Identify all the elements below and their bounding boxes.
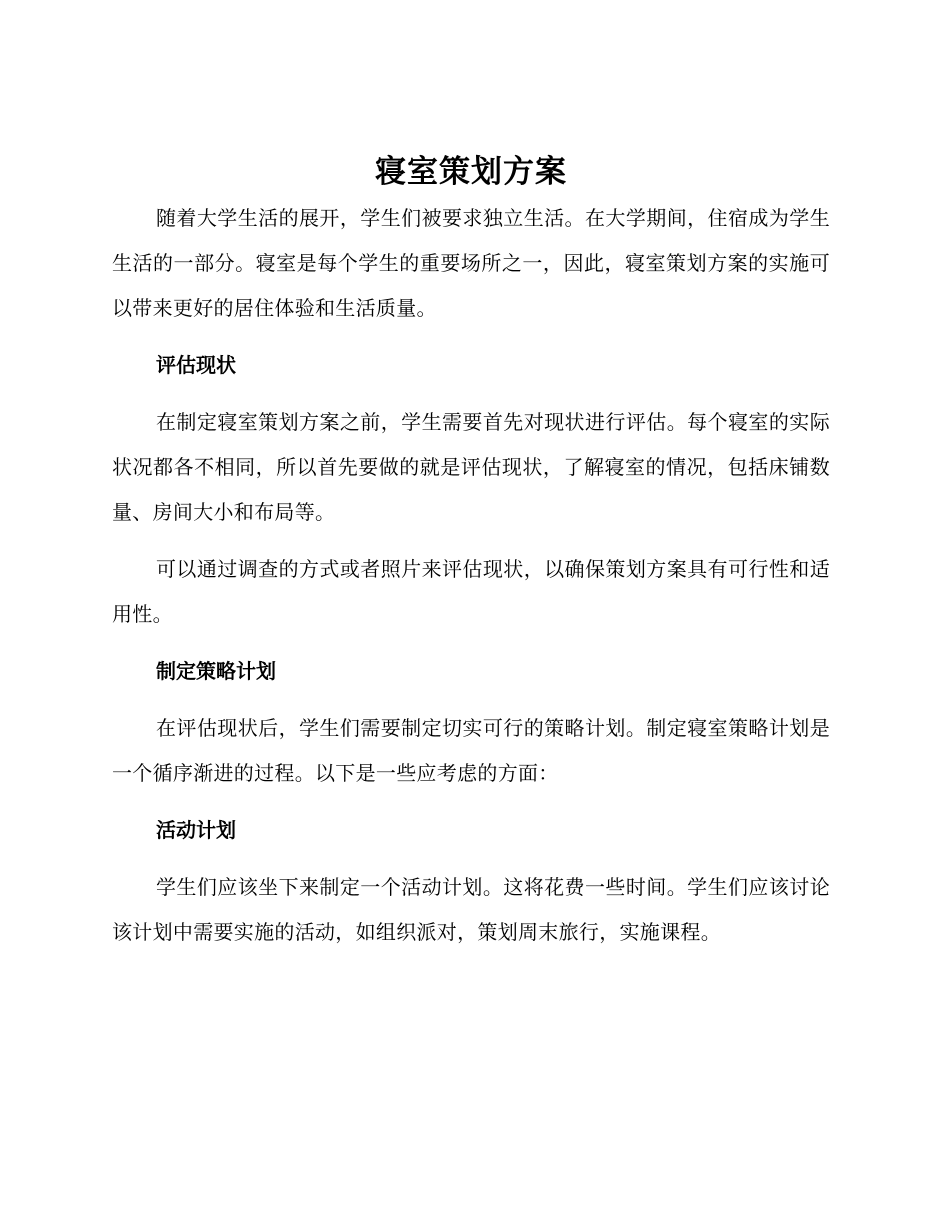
section-activities	[112, 808, 830, 955]
section-paragraph: 在评估现状后，学生们需要制定切实可行的策略计划。制定寝室策略计划是一个循序渐进的过程。以下是一些应考虑的方面：	[112, 716, 830, 785]
document-page	[112, 150, 830, 967]
document-title: 寝室策划方案	[375, 154, 567, 190]
section-paragraph: 学生们应该坐下来制定一个活动计划。这将花费一些时间。学生们应该讨论该计划中需要实施的活动，如组织派对，策划周末旅行，实施课程。	[112, 875, 830, 944]
section-assessment	[112, 343, 830, 637]
intro-paragraph: 随着大学生活的展开，学生们被要求独立生活。在大学期间，住宿成为学生生活的一部分。寝室是每个学生的重要场所之一，因此，寝室策划方案的实施可以带来更好的居住体验和生活质量。	[112, 206, 830, 320]
section-heading: 制定策略计划	[156, 659, 276, 683]
section-strategy	[112, 649, 830, 796]
section-paragraph: 在制定寝室策划方案之前，学生需要首先对现状进行评估。每个寝室的实际状况都各不相同，所以首先要做的就是评估现状，了解寝室的情况，包括床铺数量、房间大小和布局等。	[112, 410, 830, 524]
section-paragraph: 可以通过调查的方式或者照片来评估现状，以确保策划方案具有可行性和适用性。	[112, 557, 830, 626]
section-heading: 评估现状	[156, 353, 236, 377]
section-heading: 活动计划	[156, 818, 236, 842]
